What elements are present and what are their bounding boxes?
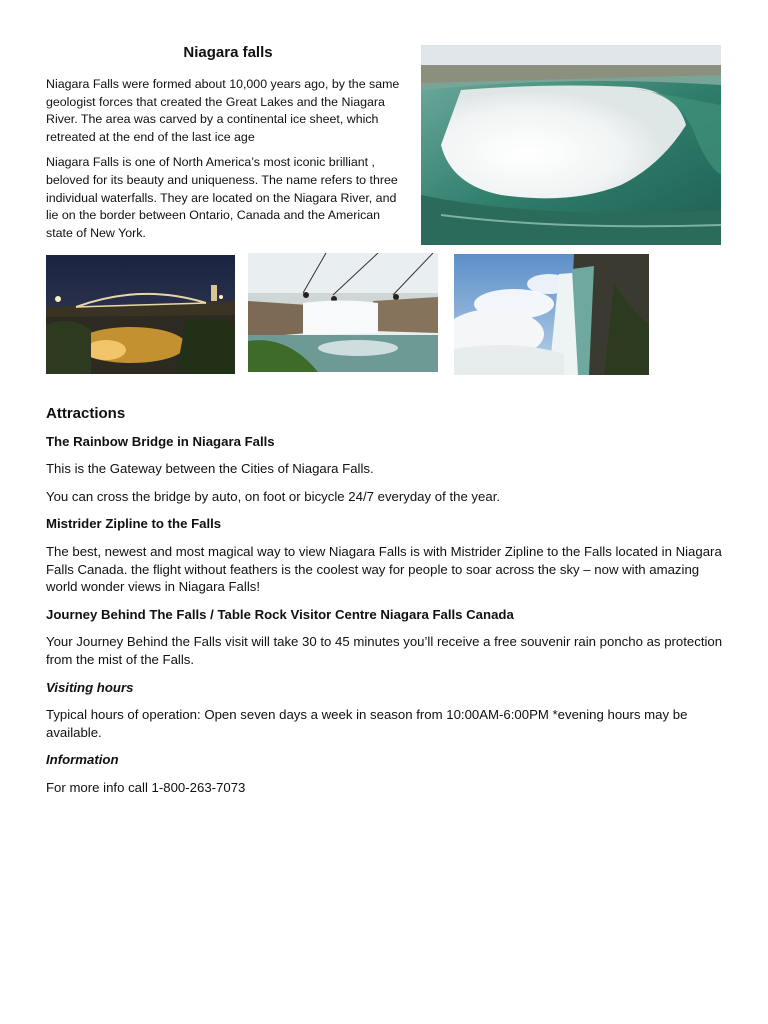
rainbow-bridge-night-photo (46, 255, 235, 374)
attractions-section (46, 405, 726, 807)
rainbow-bridge-line-2: You can cross the bridge by auto, on foot or bicycle 24/7 everyday of the year. (46, 488, 501, 504)
intro-paragraph-1: Niagara Falls were formed about 10,000 years ago, by the same geologist forces that created the Great Lakes and the Niagara River. The area was carved by a continental ice sheet, which retreated at the end of the last ice age (46, 77, 400, 144)
information-title: Information (46, 752, 119, 768)
page-title: Niagara falls (183, 44, 273, 61)
visiting-hours-title: Visiting hours (46, 679, 134, 695)
journey-text: Your Journey Behind the Falls visit will take 30 to 45 minutes you’ll receive a free souvenir rain poncho as protection from the mist of the Falls. (46, 634, 723, 667)
horseshoe-falls-photo (421, 45, 721, 245)
visiting-hours-text: Typical hours of operation: Open seven days a week in season from 10:00AM-6:00PM *evening hours may be available. (46, 707, 688, 740)
intro-text (46, 76, 408, 250)
journey-title: Journey Behind The Falls / Table Rock Visitor Centre Niagara Falls Canada (46, 606, 514, 622)
zipline-text: The best, newest and most magical way to view Niagara Falls is with Mistrider Zipline to the Falls located in Niagara Falls Canada. the flight without feathers is the coolest way for people to soar across the sky – now with amazing world wonder views in Niagara Falls! (46, 543, 722, 595)
rainbow-bridge-line-1: This is the Gateway between the Cities of Niagara Falls. (46, 461, 374, 477)
attractions-heading: Attractions (46, 405, 126, 422)
side-falls-photo (454, 254, 649, 375)
zipline-photo (248, 253, 438, 372)
rainbow-bridge-title: The Rainbow Bridge in Niagara Falls (46, 433, 275, 449)
zipline-title: Mistrider Zipline to the Falls (46, 516, 222, 532)
intro-paragraph-2: Niagara Falls is one of North America’s most iconic brilliant , beloved for its beauty and uniqueness. The name refers to three individual waterfalls. They are located on the Niagara River, and lie on the border between Ontario, Canada and the American state of New York. (46, 155, 398, 240)
information-text: For more info call 1-800-263-7073 (46, 779, 246, 795)
